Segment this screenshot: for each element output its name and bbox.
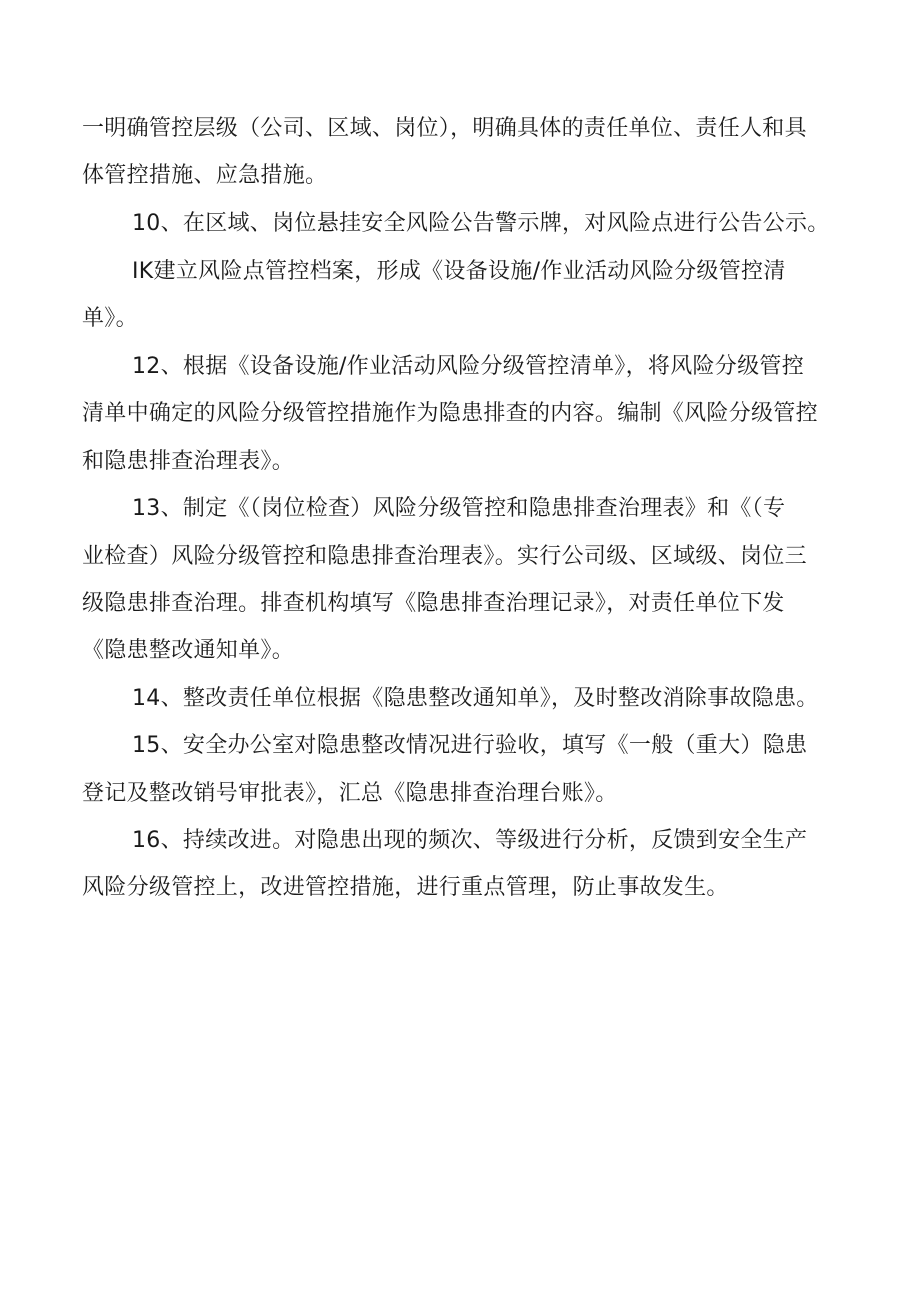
paragraph-12-line-3: 和隐患排查治理表》。: [82, 449, 295, 474]
paragraph-16-line-2: 风险分级管控上，改进管控措施，进行重点管理，防止事故发生。: [82, 875, 729, 900]
paragraph-15-line-1: 15、安全办公室对隐患整改情况进行验收，填写《一般（重大）隐患: [132, 733, 808, 758]
paragraph-13-line-2: 业检查）风险分级管控和隐患排查治理表》。实行公司级、区域级、岗位三: [82, 544, 807, 569]
paragraph-15-line-2: 登记及整改销号审批表》，汇总《隐患排查治理台账》。: [82, 781, 618, 806]
paragraph-13-line-3: 级隐患排查治理。排查机构填写《隐患排查治理记录》，对责任单位下发: [82, 591, 785, 616]
paragraph-continuation-line-1: 一明确管控层级（公司、区域、岗位），明确具体的责任单位、责任人和具: [82, 116, 807, 141]
paragraph-11-line-2: 单》。: [82, 306, 138, 331]
paragraph-12-line-2: 清单中确定的风险分级管控措施作为隐患排查的内容。编制《风险分级管控: [82, 401, 818, 426]
paragraph-16-line-1: 16、持续改进。对隐患出现的频次、等级进行分析，反馈到安全生产: [132, 828, 808, 853]
paragraph-continuation-line-2: 体管控措施、应急措施。: [82, 163, 328, 188]
paragraph-10-line-1: 10、在区域、岗位悬挂安全风险公告警示牌，对风险点进行公告公示。: [132, 211, 830, 236]
paragraph-12-line-1: 12、根据《设备设施/作业活动风险分级管控清单》，将风险分级管控: [132, 354, 805, 379]
paragraph-14-line-1: 14、整改责任单位根据《隐患整改通知单》，及时整改消除事故隐患。: [132, 686, 819, 711]
paragraph-11-line-1: IK建立风险点管控档案，形成《设备设施/作业活动风险分级管控清: [132, 259, 786, 284]
paragraph-13-line-1: 13、制定《（岗位检查）风险分级管控和隐患排查治理表》和《（专: [132, 496, 786, 521]
paragraph-13-line-4: 《隐患整改通知单》。: [82, 638, 295, 663]
